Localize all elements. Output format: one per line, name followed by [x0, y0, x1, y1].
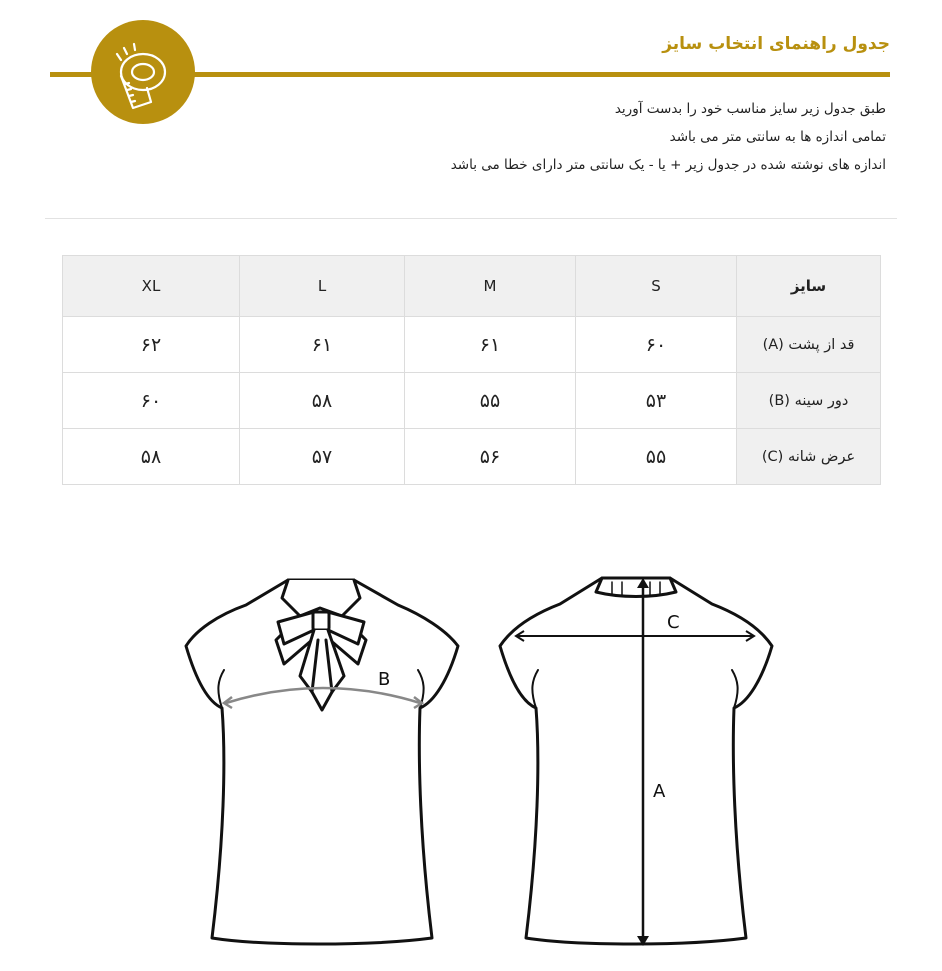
chest-label: B	[378, 669, 391, 690]
measuring-tape-icon	[91, 20, 195, 124]
table-corner-label: سایز	[737, 256, 881, 317]
table-cell: ۶۱	[405, 317, 576, 373]
back-shirt-outline	[500, 578, 772, 944]
table-cell: ۵۸	[240, 373, 405, 429]
column-header: S	[576, 256, 737, 317]
row-label: عرض شانه (C)	[737, 429, 881, 485]
table-cell: ۵۸	[63, 429, 240, 485]
table-cell: ۵۵	[576, 429, 737, 485]
table-cell: ۶۰	[576, 317, 737, 373]
shoulder-label: C	[667, 612, 680, 633]
intro-line: اندازه های نوشته شده در جدول زیر + یا - یک سانتی متر دارای خطا می باشد	[450, 157, 886, 173]
table-row	[63, 317, 881, 373]
table-cell: ۵۷	[240, 429, 405, 485]
section-divider	[45, 218, 897, 219]
page-title: جدول راهنمای انتخاب سایز	[662, 34, 890, 54]
table-cell: ۵۳	[576, 373, 737, 429]
table-row	[63, 429, 881, 485]
intro-text	[451, 95, 886, 179]
column-header: M	[405, 256, 576, 317]
intro-line: طبق جدول زیر سایز مناسب خود را بدست آورید	[614, 101, 886, 117]
back-collar	[596, 578, 676, 597]
table-row	[63, 373, 881, 429]
table-header-row	[63, 256, 881, 317]
garment-illustration	[0, 560, 942, 971]
column-header: L	[240, 256, 405, 317]
intro-line: تمامی اندازه ها به سانتی متر می باشد	[669, 129, 886, 145]
row-label: قد از پشت (A)	[737, 317, 881, 373]
table-cell: ۶۰	[63, 373, 240, 429]
column-header: XL	[63, 256, 240, 317]
table-cell: ۶۱	[240, 317, 405, 373]
row-label: دور سینه (B)	[737, 373, 881, 429]
table-cell: ۵۶	[405, 429, 576, 485]
table-cell: ۵۵	[405, 373, 576, 429]
length-label: A	[653, 781, 666, 802]
table-cell: ۶۲	[63, 317, 240, 373]
size-table	[62, 255, 881, 485]
